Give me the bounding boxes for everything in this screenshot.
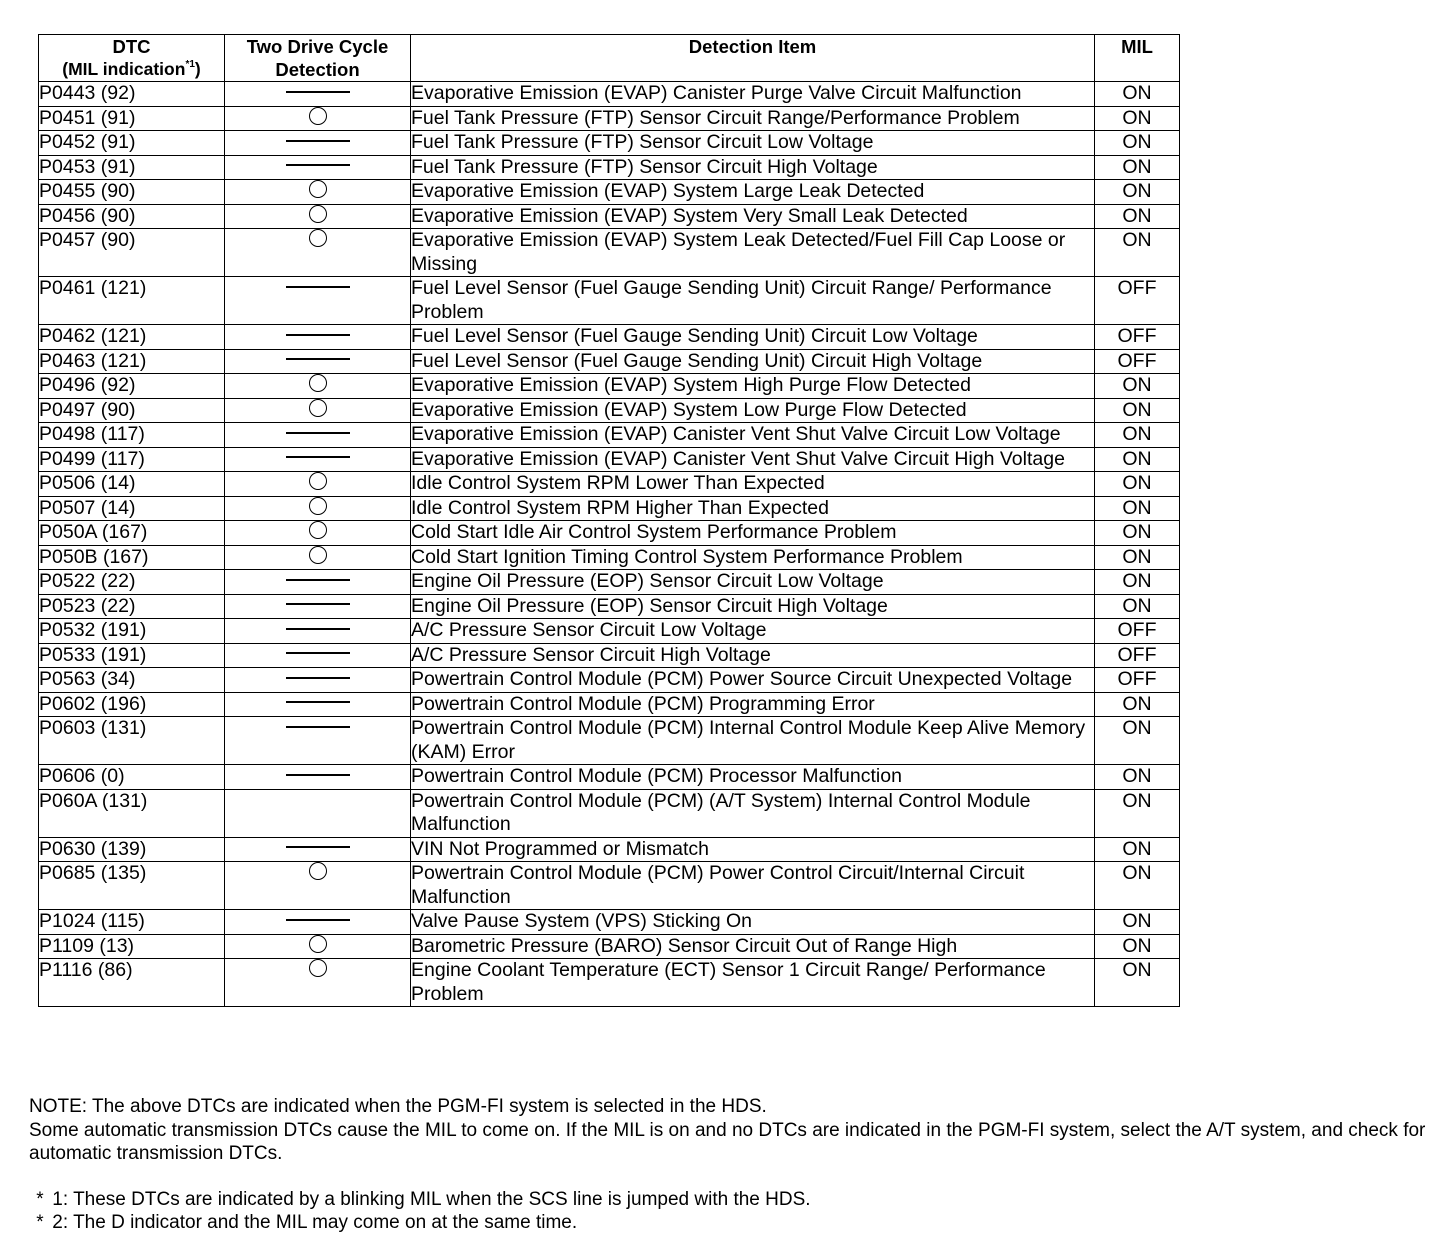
mil-status-cell: ON [1095,910,1180,935]
table-row [39,325,1180,350]
two-drive-cycle-cell [225,398,411,423]
table-row [39,692,1180,717]
mil-status-cell: OFF [1095,349,1180,374]
circle-icon [309,374,327,392]
circle-icon [309,497,327,515]
detection-item-cell: Evaporative Emission (EVAP) Canister Vent Shut Valve Circuit Low Voltage [411,423,1095,448]
header-two-drive-cycle [225,35,411,82]
mil-status-cell: ON [1095,155,1180,180]
two-drive-cycle-cell [225,910,411,935]
dash-icon [286,846,350,848]
two-drive-cycle-cell [225,374,411,399]
header-dtc [39,35,225,82]
dtc-code-cell: P0685 (135) [39,862,225,910]
dash-icon [286,579,350,581]
header-detection-item: Detection Item [411,35,1095,82]
two-drive-cycle-cell [225,496,411,521]
mil-status-cell: ON [1095,789,1180,837]
detection-item-cell: Powertrain Control Module (PCM) Power Source Circuit Unexpected Voltage [411,668,1095,693]
table-row [39,959,1180,1007]
table-row [39,643,1180,668]
mil-status-cell: ON [1095,204,1180,229]
detection-item-cell: Powertrain Control Module (PCM) Internal Control Module Keep Alive Memory (KAM) Error [411,717,1095,765]
header-dtc-title: DTC [112,36,151,57]
mil-status-cell: ON [1095,472,1180,497]
circle-icon [309,935,327,953]
dash-icon [286,652,350,654]
table-row [39,496,1180,521]
footnote-1 [29,1188,1429,1212]
detection-item-cell: Engine Oil Pressure (EOP) Sensor Circuit Low Voltage [411,570,1095,595]
detection-item-cell: Evaporative Emission (EVAP) System Low Purge Flow Detected [411,398,1095,423]
two-drive-cycle-cell [225,472,411,497]
mil-status-cell: OFF [1095,619,1180,644]
footnote-1-text: 1: These DTCs are indicated by a blinking MIL when the SCS line is jumped with the HDS. [52,1188,811,1210]
notes-section [29,1095,1429,1235]
mil-status-cell: ON [1095,398,1180,423]
two-drive-cycle-cell [225,862,411,910]
two-drive-cycle-cell [225,765,411,790]
detection-item-cell: Evaporative Emission (EVAP) System Very Small Leak Detected [411,204,1095,229]
header-dtc-subtitle [39,58,224,81]
footnote-2-star: * [36,1212,44,1233]
mil-status-cell: ON [1095,374,1180,399]
footnote-ref-1: *1 [185,59,195,70]
detection-item-cell: Idle Control System RPM Higher Than Expected [411,496,1095,521]
table-row [39,619,1180,644]
dtc-code-cell: P0602 (196) [39,692,225,717]
two-drive-cycle-cell [225,325,411,350]
detection-item-cell: Evaporative Emission (EVAP) Canister Purge Valve Circuit Malfunction [411,82,1095,107]
circle-icon [309,180,327,198]
two-drive-cycle-cell [225,934,411,959]
table-row [39,570,1180,595]
table-header [39,35,1180,82]
footnote-2 [29,1211,1429,1235]
dtc-code-cell: P0498 (117) [39,423,225,448]
circle-icon [309,399,327,417]
two-drive-cycle-cell [225,204,411,229]
table-body [39,82,1180,1007]
dash-icon [286,358,350,360]
detection-item-cell: Fuel Level Sensor (Fuel Gauge Sending Unit) Circuit Range/ Performance Problem [411,277,1095,325]
dtc-code-cell: P0523 (22) [39,594,225,619]
dtc-code-cell: P050A (167) [39,521,225,546]
two-drive-cycle-cell [225,82,411,107]
table-row [39,472,1180,497]
table-row [39,349,1180,374]
detection-item-cell: Cold Start Idle Air Control System Performance Problem [411,521,1095,546]
detection-item-cell: Idle Control System RPM Lower Than Expected [411,472,1095,497]
circle-icon [309,107,327,125]
table-row [39,374,1180,399]
table-row [39,204,1180,229]
table-row [39,668,1180,693]
detection-item-cell: Evaporative Emission (EVAP) System Leak Detected/Fuel Fill Cap Loose or Missing [411,229,1095,277]
table-row [39,106,1180,131]
dtc-code-cell: P060A (131) [39,789,225,837]
mil-status-cell: OFF [1095,668,1180,693]
two-drive-cycle-cell [225,643,411,668]
dtc-code-cell: P0630 (139) [39,837,225,862]
dtc-code-cell: P1116 (86) [39,959,225,1007]
header-dtc-close-paren: ) [194,59,201,79]
header-mil: MIL [1095,35,1180,82]
mil-status-cell: ON [1095,82,1180,107]
dtc-code-cell: P0461 (121) [39,277,225,325]
mil-status-cell: OFF [1095,277,1180,325]
table-row [39,789,1180,837]
two-drive-cycle-cell [225,692,411,717]
mil-status-cell: ON [1095,959,1180,1007]
table-row [39,277,1180,325]
header-row [39,35,1180,82]
mil-status-cell: ON [1095,447,1180,472]
dtc-code-cell: P0457 (90) [39,229,225,277]
detection-item-cell: Fuel Level Sensor (Fuel Gauge Sending Unit) Circuit Low Voltage [411,325,1095,350]
dtc-table [38,34,1180,1007]
two-drive-cycle-cell [225,229,411,277]
circle-icon [309,472,327,490]
two-drive-cycle-cell [225,594,411,619]
dash-icon [286,726,350,728]
circle-icon [309,229,327,247]
dtc-code-cell: P0606 (0) [39,765,225,790]
dtc-code-cell: P0452 (91) [39,131,225,156]
dash-icon [286,774,350,776]
detection-item-cell: Valve Pause System (VPS) Sticking On [411,910,1095,935]
detection-item-cell: Powertrain Control Module (PCM) Processor Malfunction [411,765,1095,790]
mil-status-cell: ON [1095,594,1180,619]
mil-status-cell: ON [1095,570,1180,595]
table-row [39,229,1180,277]
detection-item-cell: Fuel Tank Pressure (FTP) Sensor Circuit Range/Performance Problem [411,106,1095,131]
note-line-2: Some automatic transmission DTCs cause the MIL to come on. If the MIL is on and no DTCs are indicated in the PGM-FI system, select the A/T system, and check for automatic transmission DTCs. [29,1119,1426,1164]
dash-icon [286,628,350,630]
table-row [39,862,1180,910]
dtc-code-cell: P0462 (121) [39,325,225,350]
dash-icon [286,919,350,921]
detection-item-cell: Fuel Tank Pressure (FTP) Sensor Circuit High Voltage [411,155,1095,180]
dtc-code-cell: P0499 (117) [39,447,225,472]
two-drive-cycle-cell [225,959,411,1007]
two-drive-cycle-cell [225,545,411,570]
header-dtc-mil-indication: (MIL indication [62,59,186,79]
detection-item-cell: Powertrain Control Module (PCM) (A/T System) Internal Control Module Malfunction [411,789,1095,837]
table-row [39,837,1180,862]
dash-icon [286,677,350,679]
two-drive-cycle-cell [225,619,411,644]
dtc-code-cell: P0463 (121) [39,349,225,374]
mil-status-cell: ON [1095,180,1180,205]
dtc-code-cell: P0496 (92) [39,374,225,399]
mil-status-cell: ON [1095,862,1180,910]
circle-icon [309,546,327,564]
dtc-code-cell: P0453 (91) [39,155,225,180]
two-drive-cycle-cell [225,131,411,156]
mil-status-cell: ON [1095,545,1180,570]
dtc-code-cell: P0456 (90) [39,204,225,229]
mil-status-cell: ON [1095,106,1180,131]
two-drive-cycle-cell [225,521,411,546]
two-drive-cycle-cell [225,106,411,131]
dash-icon [286,140,350,142]
dash-icon [286,432,350,434]
table-row [39,180,1180,205]
two-drive-cycle-cell [225,717,411,765]
table-row [39,910,1180,935]
header-two-drive-line2: Detection [275,59,360,80]
mil-status-cell: OFF [1095,643,1180,668]
two-drive-cycle-cell [225,837,411,862]
mil-status-cell: ON [1095,837,1180,862]
detection-item-cell: Cold Start Ignition Timing Control System Performance Problem [411,545,1095,570]
table-row [39,398,1180,423]
table-row [39,521,1180,546]
dtc-code-cell: P050B (167) [39,545,225,570]
mil-status-cell: OFF [1095,325,1180,350]
note-line-1: NOTE: The above DTCs are indicated when the PGM-FI system is selected in the HDS. [29,1096,767,1117]
detection-item-cell: Engine Coolant Temperature (ECT) Sensor 1 Circuit Range/ Performance Problem [411,959,1095,1007]
circle-icon [309,521,327,539]
mil-status-cell: ON [1095,496,1180,521]
table-row [39,131,1180,156]
mil-status-cell: ON [1095,765,1180,790]
table-row [39,82,1180,107]
mil-status-cell: ON [1095,717,1180,765]
two-drive-cycle-cell [225,349,411,374]
dtc-code-cell: P0507 (14) [39,496,225,521]
mil-status-cell: ON [1095,423,1180,448]
detection-item-cell: Fuel Tank Pressure (FTP) Sensor Circuit Low Voltage [411,131,1095,156]
table-row [39,155,1180,180]
detection-item-cell: Barometric Pressure (BARO) Sensor Circuit Out of Range High [411,934,1095,959]
two-drive-cycle-cell [225,789,411,837]
detection-item-cell: Evaporative Emission (EVAP) System Large Leak Detected [411,180,1095,205]
dtc-code-cell: P0506 (14) [39,472,225,497]
dash-icon [286,91,350,93]
footnote-2-text: 2: The D indicator and the MIL may come on at the same time. [52,1212,578,1233]
mil-status-cell: ON [1095,934,1180,959]
two-drive-cycle-cell [225,668,411,693]
mil-status-cell: ON [1095,131,1180,156]
table-row [39,594,1180,619]
two-drive-cycle-cell [225,277,411,325]
dtc-code-cell: P0443 (92) [39,82,225,107]
dtc-code-cell: P0563 (34) [39,668,225,693]
dtc-code-cell: P0533 (191) [39,643,225,668]
table-row [39,934,1180,959]
dash-icon [286,334,350,336]
mil-status-cell: ON [1095,692,1180,717]
detection-item-cell: A/C Pressure Sensor Circuit Low Voltage [411,619,1095,644]
detection-item-cell: Engine Oil Pressure (EOP) Sensor Circuit High Voltage [411,594,1095,619]
two-drive-cycle-cell [225,570,411,595]
table-row [39,423,1180,448]
dash-icon [286,456,350,458]
notes-spacer [29,1166,1429,1188]
dtc-code-cell: P1109 (13) [39,934,225,959]
circle-icon [309,205,327,223]
dtc-code-cell: P0532 (191) [39,619,225,644]
two-drive-cycle-cell [225,423,411,448]
dtc-code-cell: P0522 (22) [39,570,225,595]
footnote-1-star: * [36,1188,44,1210]
dash-icon [286,603,350,605]
table-row [39,447,1180,472]
two-drive-cycle-cell [225,155,411,180]
mil-status-cell: ON [1095,229,1180,277]
detection-item-cell: Fuel Level Sensor (Fuel Gauge Sending Unit) Circuit High Voltage [411,349,1095,374]
table-row [39,765,1180,790]
dash-icon [286,701,350,703]
header-two-drive-line1: Two Drive Cycle [246,36,389,57]
mil-status-cell: ON [1095,521,1180,546]
detection-item-cell: Powertrain Control Module (PCM) Programming Error [411,692,1095,717]
dtc-code-cell: P0497 (90) [39,398,225,423]
circle-icon [309,862,327,880]
two-drive-cycle-cell [225,180,411,205]
dash-icon [286,286,350,288]
dtc-code-cell: P0603 (131) [39,717,225,765]
dtc-code-cell: P0451 (91) [39,106,225,131]
detection-item-cell: VIN Not Programmed or Mismatch [411,837,1095,862]
table-row [39,717,1180,765]
detection-item-cell: Evaporative Emission (EVAP) System High Purge Flow Detected [411,374,1095,399]
circle-icon [309,959,327,977]
table-row [39,545,1180,570]
dtc-code-cell: P1024 (115) [39,910,225,935]
detection-item-cell: Powertrain Control Module (PCM) Power Control Circuit/Internal Circuit Malfunction [411,862,1095,910]
dtc-code-cell: P0455 (90) [39,180,225,205]
dash-icon [286,164,350,166]
detection-item-cell: A/C Pressure Sensor Circuit High Voltage [411,643,1095,668]
detection-item-cell: Evaporative Emission (EVAP) Canister Vent Shut Valve Circuit High Voltage [411,447,1095,472]
two-drive-cycle-cell [225,447,411,472]
